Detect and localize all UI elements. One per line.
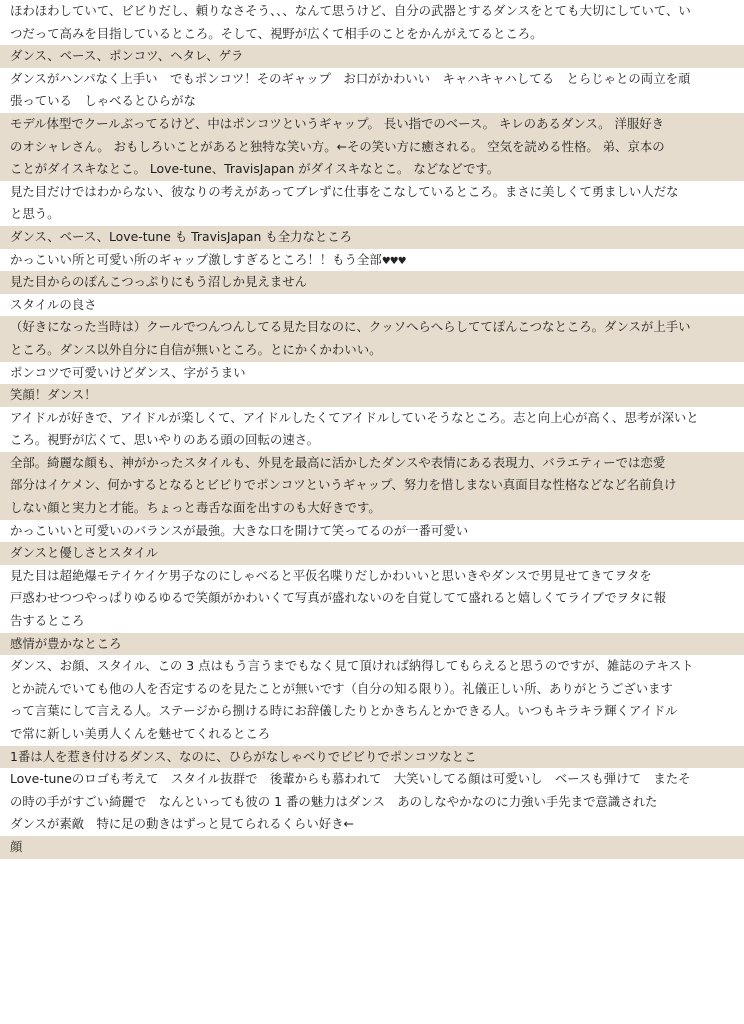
response-row — [0, 520, 744, 543]
response-row — [0, 249, 744, 272]
response-text-line: 見た目からのぽんこつっぷりにもう沼しか見えません — [10, 274, 308, 290]
response-row — [0, 407, 744, 452]
response-row — [0, 836, 744, 859]
response-text-line: かっこいいと可愛いのバランスが最強。大きな口を開けて笑ってるのが一番可愛い — [10, 522, 469, 538]
response-text-line: 全部。綺麗な顔も、神がかったスタイルも、外見を最高に活かしたダンスや表情にある表現力、バラエティーでは恋愛 — [10, 454, 666, 470]
response-text-line: 見た目だけではわからない、彼なりの考えがあってブレずに仕事をこなしているところ。まさに美しくて勇ましい人だな — [10, 183, 679, 199]
response-text-line: ころ。視野が広くて、思いやりのある頭の回転の速さ。 — [10, 432, 320, 448]
response-row — [0, 68, 744, 113]
response-text-line: ことがダイスキなとこ。 Love-tune、TravisJapan がダイスキなとこ。 などなどです。 — [10, 161, 500, 177]
response-text-line: ダンスがハンパなく上手い でもポンコツ！そのギャップ お口がかわいい キャハキャハしてる とらじゃとの両立を頑 — [10, 70, 691, 86]
response-row — [0, 294, 744, 317]
heart-icons: ♥♥♥ — [381, 255, 406, 267]
response-row — [0, 181, 744, 226]
response-row — [0, 226, 744, 249]
response-text-line: 笑顔！ダンス！ — [10, 387, 97, 403]
response-row — [0, 542, 744, 565]
response-text-line: 戸惑わせつつやっぱりゆるゆるで笑顔がかわいくて写真が盛れないのを自覚してて盛れると嬉しくてライブでヲタに報 — [10, 590, 667, 606]
response-row — [0, 768, 744, 836]
response-text-line: で常に新しい美勇人くんを魅せてくれるところ — [10, 726, 271, 741]
response-text-line: ポンコツで可愛いけどダンス、字がうまい — [10, 364, 246, 380]
response-row — [0, 45, 744, 68]
response-text-line: 感情が豊かなところ — [10, 635, 122, 651]
response-row — [0, 113, 744, 181]
response-row — [0, 655, 744, 745]
response-text-line: 部分はイケメン、何かするとなるとビビりでポンコツというギャップ、努力を惜しまない真面目な性格などなど名前負け — [10, 477, 677, 493]
response-row — [0, 633, 744, 656]
response-text-line: のオシャレさん。 おもしろいことがあると独特な笑い方。←その笑い方に癒される。 空気を読める性格。 弟、京本の — [10, 138, 665, 154]
response-text-line: と思う。 — [10, 206, 60, 222]
response-text-line: ダンスが素敵 特に足の動きはずっと見てられるくらい好き← — [10, 816, 354, 832]
response-text-line: 張っている しゃべるとひらがな — [10, 93, 196, 109]
response-row — [0, 362, 744, 385]
response-text-line: ほわほわしていて、ビビりだし、頼りなさそう、、、なんて思うけど、自分の武器とするダンスをとても大切にしていて、い — [10, 3, 691, 18]
response-text-line: 1番は人を惹き付けるダンス、なのに、ひらがなしゃべりでビビりでポンコツなとこ — [10, 748, 477, 764]
response-text-line: とか読んでいても他の人を否定するのを見たことが無いです（自分の知る限り）。礼儀正しい所、ありがとうございます — [10, 680, 673, 696]
response-text-line: って言葉にして言える人。ステージから捌ける時にお辞儀したりとかきちんとかできる人。いつもキラキラ輝くアイドル — [10, 703, 678, 719]
response-row — [0, 746, 744, 769]
response-text-line: （好きになった当時は）クールでつんつんしてる見た目なのに、クッソへらへらしててぽんこつなところ。ダンスが上手い — [10, 319, 691, 335]
response-row — [0, 565, 744, 633]
response-text-line: モデル体型でクールぶってるけど、中はポンコツというギャップ。 長い指でのベース。 キレのあるダンス。 洋服好き — [10, 115, 665, 131]
response-text-line: かっこいい所と可愛い所のギャップ激しすぎるところ！！もう全部♥♥♥ — [10, 251, 406, 267]
response-text-line: 顔 — [10, 838, 23, 854]
response-row — [0, 384, 744, 407]
response-row — [0, 452, 744, 520]
response-text-line: しない顔と実力と才能。ちょっと毒舌な面を出すのも大好きです。 — [10, 500, 381, 516]
response-text-line: ダンス、お顔、スタイル、この 3 点はもう言うまでもなく見て頂ければ納得してもらえると思うのですが、雑誌のテキスト — [10, 658, 694, 674]
response-text-line: ダンス、ベース、ポンコツ、ヘタレ、ゲラ — [10, 48, 244, 64]
response-text-line: アイドルが好きで、アイドルが楽しくて、アイドルしたくてアイドルしていそうなところ。志と向上心が高く、思考が深いと — [10, 409, 699, 425]
response-text-line: ダンスと優しさとスタイル — [10, 545, 159, 561]
response-text-line: ダンス、ベース、Love-tune も TravisJapan も全力なところ — [10, 228, 353, 244]
response-text-line: つだって高みを目指しているところ。そして、視野が広くて相手のことをかんがえてるところ。 — [10, 25, 543, 41]
response-text-line: 見た目は超絶爆モテイケイケ男子なのにしゃべると平仮名喋りだしかわいいと思いきやダンスで男見せてきてヲタを — [10, 567, 652, 583]
response-row — [0, 271, 744, 294]
response-text-line: ところ。ダンス以外自分に自信が無いところ。とにかくかわいい。 — [10, 341, 382, 357]
response-text-line: の時の手がすごい綺麗で なんといっても彼の 1 番の魅力はダンス あのしなやかなのに力強い手先まで意識された — [10, 793, 658, 809]
response-row — [0, 316, 744, 361]
response-text-line: 告するところ — [10, 613, 85, 629]
response-text-line: Love-tuneのロゴも考えて スタイル抜群で 後輩からも慕われて 大笑いしてる顔は可愛いし ベースも弾けて またそ — [10, 771, 691, 787]
response-row — [0, 0, 744, 45]
response-text-line: スタイルの良さ — [10, 296, 97, 312]
